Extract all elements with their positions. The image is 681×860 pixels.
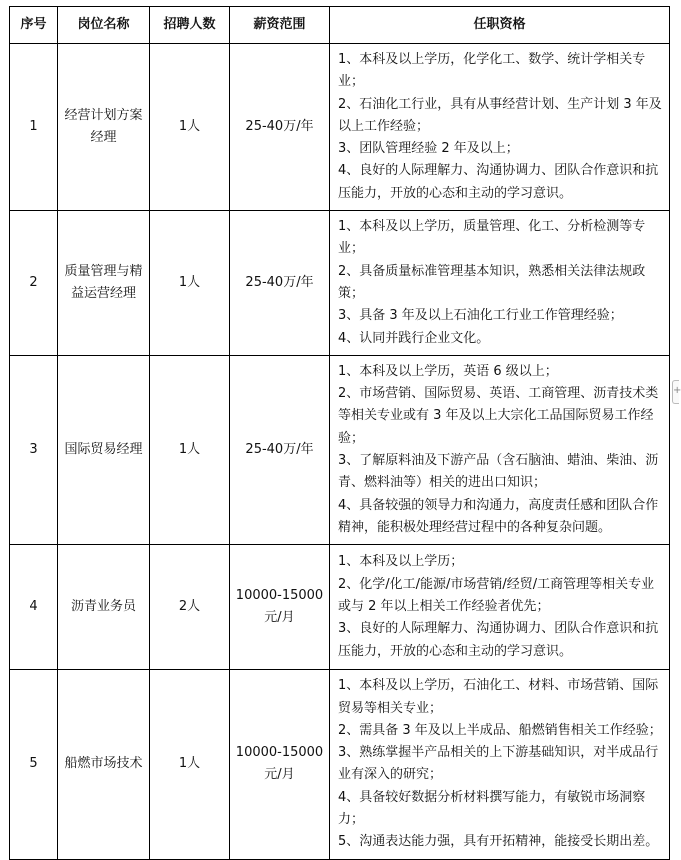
requirement-item: 1、本科及以上学历； xyxy=(338,554,464,570)
requirement-item: 1、本科及以上学历，石油化工、材料、市场营销、国际贸易等相关专业； xyxy=(338,678,659,716)
expand-handle-icon[interactable]: + xyxy=(672,380,679,404)
requirement-item: 3、熟练掌握半产品相关的上下游基础知识，对半成品行业有深入的研究； xyxy=(338,745,659,783)
row-title: 经营计划方案经理 xyxy=(58,44,150,211)
row-requirements xyxy=(330,670,670,859)
requirement-item: 4、认同并践行企业文化。 xyxy=(338,330,490,346)
requirement-item: 1、本科及以上学历，英语 6 级以上； xyxy=(338,363,558,379)
header-no: 序号 xyxy=(10,7,58,44)
row-salary: 10000-15000元/月 xyxy=(230,670,330,859)
requirement-item: 2、具备质量标准管理基本知识，熟悉相关法律法规政策； xyxy=(338,263,646,301)
row-no: 2 xyxy=(10,211,58,356)
requirement-item: 3、团队管理经验 2 年及以上； xyxy=(338,141,519,157)
table-row xyxy=(10,211,670,356)
requirement-item: 2、石油化工行业，具有从事经营计划、生产计划 3 年及以上工作经验； xyxy=(338,96,662,134)
table-row xyxy=(10,670,670,859)
row-salary: 25-40万/年 xyxy=(230,211,330,356)
row-requirements xyxy=(330,545,670,670)
row-requirements xyxy=(330,211,670,356)
header-count: 招聘人数 xyxy=(150,7,230,44)
header-row xyxy=(10,7,670,44)
requirement-item: 4、良好的人际理解力、沟通协调力、团队合作意识和抗压能力，开放的心态和主动的学习意识。 xyxy=(338,163,659,201)
row-salary: 25-40万/年 xyxy=(230,44,330,211)
row-count: 1人 xyxy=(150,670,230,859)
row-count: 2人 xyxy=(150,545,230,670)
requirement-item: 2、市场营销、国际贸易、英语、工商管理、沥青技术类等相关专业或有 3 年及以上大宗化工品国际贸易工作经验； xyxy=(338,386,659,446)
requirement-item: 1、本科及以上学历，化学化工、数学、统计学相关专业； xyxy=(338,52,646,90)
requirement-item: 2、化学/化工/能源/市场营销/经贸/工商管理等相关专业或与 2 年以上相关工作经验者优先； xyxy=(338,576,655,615)
row-no: 1 xyxy=(10,44,58,211)
row-requirements xyxy=(330,44,670,211)
requirement-item: 1、本科及以上学历，质量管理、化工、分析检测等专业； xyxy=(338,219,646,257)
table-row xyxy=(10,44,670,211)
requirement-item: 4、具备较强的领导力和沟通力，高度责任感和团队合作精神，能积极处理经营过程中的各种复杂问题。 xyxy=(338,497,659,535)
header-requirements: 任职资格 xyxy=(330,7,670,44)
table-row xyxy=(10,545,670,670)
row-no: 4 xyxy=(10,545,58,670)
row-salary: 25-40万/年 xyxy=(230,355,330,544)
table-row xyxy=(10,355,670,544)
row-title: 国际贸易经理 xyxy=(58,355,150,544)
requirement-item: 3、了解原料油及下游产品（含石脑油、蜡油、柴油、沥青、燃料油等）相关的进出口知识； xyxy=(338,453,659,491)
row-requirements xyxy=(330,355,670,544)
row-title: 船燃市场技术 xyxy=(58,670,150,859)
row-title: 沥青业务员 xyxy=(58,545,150,670)
requirement-item: 5、沟通表达能力强，具有开拓精神，能接受长期出差。 xyxy=(338,834,659,850)
recruitment-table xyxy=(9,6,670,860)
row-count: 1人 xyxy=(150,211,230,356)
requirement-item: 3、具备 3 年及以上石油化工行业工作管理经验； xyxy=(338,308,623,324)
row-no: 3 xyxy=(10,355,58,544)
row-salary: 10000-15000元/月 xyxy=(230,545,330,670)
requirement-item: 2、需具备 3 年及以上半成品、船燃销售相关工作经验； xyxy=(338,722,662,738)
row-title: 质量管理与精益运营经理 xyxy=(58,211,150,356)
row-count: 1人 xyxy=(150,44,230,211)
requirement-item: 4、具备较好数据分析材料撰写能力，有敏锐市场洞察力； xyxy=(338,789,646,828)
header-title: 岗位名称 xyxy=(58,7,150,44)
row-no: 5 xyxy=(10,670,58,859)
requirement-item: 3、良好的人际理解力、沟通协调力、团队合作意识和抗压能力，开放的心态和主动的学习意识。 xyxy=(338,621,659,659)
row-count: 1人 xyxy=(150,355,230,544)
header-salary: 薪资范围 xyxy=(230,7,330,44)
